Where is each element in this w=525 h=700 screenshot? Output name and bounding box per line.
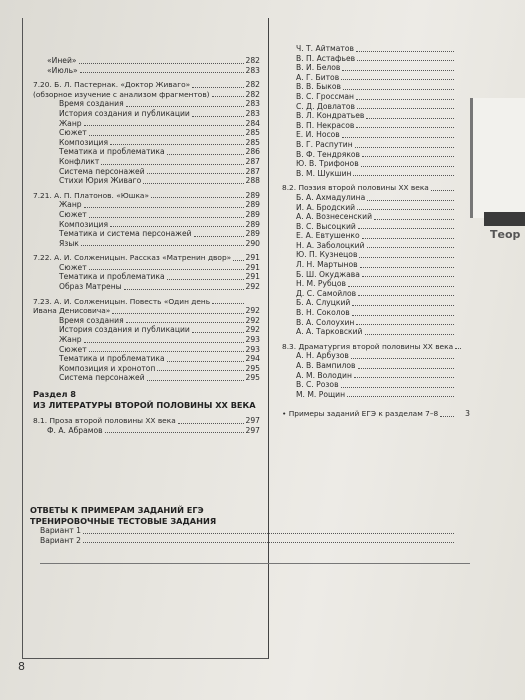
toc-entry <box>33 80 260 90</box>
dot-leader <box>440 416 454 417</box>
dot-leader <box>112 313 243 314</box>
toc-entry-title: В. М. Шукшин <box>296 168 352 178</box>
toc-entry-page: 292 <box>245 306 260 316</box>
dot-leader <box>110 226 243 227</box>
toc-entry-title: Время создания <box>59 315 124 325</box>
toc-entry <box>282 342 470 352</box>
dot-leader <box>126 322 244 323</box>
toc-entry <box>33 416 260 426</box>
toc-entry-page: 283 <box>245 108 260 118</box>
toc-entry <box>33 109 260 119</box>
toc-entry-page: 289 <box>245 190 260 200</box>
page-number: 8 <box>18 660 25 673</box>
toc-right-column <box>282 44 470 419</box>
dot-leader <box>192 87 243 88</box>
toc-entry <box>282 231 470 241</box>
toc-entry <box>282 54 470 64</box>
dot-leader <box>347 396 454 397</box>
dot-leader <box>147 173 244 174</box>
toc-entry <box>282 130 470 140</box>
dot-leader <box>84 342 244 343</box>
toc-entry-title: В. С. Розов <box>296 380 339 390</box>
dot-leader <box>356 51 454 52</box>
toc-entry-page: 292 <box>245 282 260 292</box>
toc-entry <box>282 150 470 160</box>
dot-leader <box>356 324 454 325</box>
toc-entry-title: Н. М. Рубцов <box>296 279 346 289</box>
toc-entry <box>33 426 260 436</box>
toc-entry-page: 289 <box>245 229 260 239</box>
toc-entry-title: Ю. П. Кузнецов <box>296 250 358 260</box>
toc-entry <box>282 203 470 213</box>
dot-leader <box>351 358 454 359</box>
toc-entry-title: А. А. Тарковский <box>296 327 363 337</box>
toc-entry-page: 285 <box>245 128 260 138</box>
toc-entry-title: Л. Н. Мартынов <box>296 260 358 270</box>
dot-leader <box>167 361 244 362</box>
toc-entry-title: И. А. Бродский <box>296 202 356 212</box>
toc-entry-page: 297 <box>245 425 260 435</box>
toc-entry-page: 293 <box>245 344 260 354</box>
toc-entry-title: «Июль» <box>47 65 78 75</box>
toc-entry-title: Тематика и система персонажей <box>59 229 192 239</box>
dot-leader <box>358 295 454 296</box>
dot-leader <box>157 370 243 371</box>
toc-entry-page: 283 <box>245 65 260 75</box>
toc-entry <box>282 44 470 54</box>
toc-entry-page: 289 <box>245 209 260 219</box>
toc-entry <box>33 138 260 148</box>
toc-entry-page: 282 <box>245 80 260 90</box>
toc-entry <box>33 282 260 292</box>
toc-entry-title: В. Г. Распутин <box>296 139 353 149</box>
toc-entry-title: Е. А. Евтушенко <box>296 231 360 241</box>
dot-leader <box>151 197 244 198</box>
toc-entry-title: Тематика и проблематика <box>59 147 165 157</box>
toc-entry-page: 287 <box>245 156 260 166</box>
toc-entry-title: М. М. Рощин <box>296 389 346 399</box>
toc-entry-page: 289 <box>245 219 260 229</box>
dot-leader <box>354 377 454 378</box>
toc-entry <box>33 128 260 138</box>
toc-entry-title: Система персонажей <box>59 373 145 383</box>
dot-leader <box>105 432 244 433</box>
toc-entry <box>282 279 470 289</box>
toc-entry <box>282 92 470 102</box>
dot-leader <box>367 247 454 248</box>
toc-entry-title: 8.3. Драматургия второй половины XX века <box>282 341 454 351</box>
ghost-print <box>470 250 525 610</box>
toc-entry-title: 7.22. А. И. Солженицын. Рассказ «Матренин двор» <box>33 253 232 263</box>
toc-entry <box>33 210 260 220</box>
toc-entry <box>33 200 260 210</box>
toc-entry-page: 297 <box>245 416 260 425</box>
toc-entry <box>33 239 260 249</box>
toc-entry <box>33 306 260 316</box>
toc-entry <box>33 99 260 109</box>
toc-entry <box>33 335 260 345</box>
dot-leader <box>143 183 243 184</box>
dot-leader <box>431 190 454 191</box>
toc-entry <box>282 371 470 381</box>
toc-entry <box>282 193 470 203</box>
toc-entry-page: 291 <box>245 272 260 282</box>
toc-entry <box>282 260 470 270</box>
dot-leader <box>348 286 454 287</box>
toc-entry-title: Вариант 2 <box>40 535 81 545</box>
toc-entry-title: Ю. В. Трифонов <box>296 159 359 169</box>
dot-leader <box>362 156 454 157</box>
dot-leader <box>89 269 244 270</box>
dot-leader <box>366 118 454 119</box>
dot-leader <box>101 164 243 165</box>
toc-entry-title: Композиция <box>59 137 109 147</box>
toc-entry <box>282 169 470 179</box>
toc-entry-title: Жанр <box>59 200 82 210</box>
dot-leader <box>83 533 454 534</box>
toc-entry-title: Е. И. Носов <box>296 130 340 140</box>
toc-entry-title: В. Ф. Тендряков <box>296 149 361 159</box>
toc-entry-title: В. С. Гроссман <box>296 91 354 101</box>
toc-entry-page: 282 <box>245 56 260 65</box>
toc-entry <box>282 409 470 419</box>
toc-entry-page: 292 <box>245 325 260 335</box>
toc-entry-title: А. М. Володин <box>296 370 352 380</box>
toc-entry <box>33 191 260 201</box>
toc-entry-title: (обзорное изучение с анализом фрагментов) <box>33 89 210 99</box>
dot-leader <box>357 209 454 210</box>
dot-leader <box>455 348 461 349</box>
dot-leader <box>110 144 243 145</box>
dot-leader <box>352 315 454 316</box>
toc-entry-page: 294 <box>245 354 260 364</box>
dot-leader <box>81 245 244 246</box>
toc-entry-title: Ивана Денисовича» <box>33 306 111 316</box>
dot-leader <box>365 334 455 335</box>
toc-entry <box>33 229 260 239</box>
dot-leader <box>352 305 454 306</box>
section-8-subtitle: ИЗ ЛИТЕРАТУРЫ ВТОРОЙ ПОЛОВИНЫ XX ВЕКА <box>33 399 256 410</box>
dot-leader <box>342 137 454 138</box>
dot-leader <box>167 279 244 280</box>
toc-entry <box>33 325 260 335</box>
toc-entry-title: В. А. Солоухин <box>296 317 355 327</box>
toc-entry-title: Н. А. Заболоцкий <box>296 240 365 250</box>
toc-entry <box>282 111 470 121</box>
dot-leader <box>89 135 244 136</box>
dot-leader <box>353 175 454 176</box>
toc-entry <box>282 183 470 193</box>
toc-entry-page: 295 <box>245 363 260 373</box>
toc-entry-page: 292 <box>245 315 260 325</box>
toc-entry-title: Сюжет <box>59 344 87 354</box>
toc-entry-page: 287 <box>245 166 260 176</box>
toc-entry <box>282 380 470 390</box>
toc-entry <box>282 241 470 251</box>
toc-entry-title: Жанр <box>59 335 82 345</box>
side-tab <box>470 98 525 218</box>
toc-entry-title: Система персонажей <box>59 166 145 176</box>
variants-list <box>30 526 470 545</box>
toc-entry-title: Тематика и проблематика <box>59 272 165 282</box>
dot-leader <box>178 423 244 424</box>
toc-entry <box>33 373 260 383</box>
toc-entry <box>282 270 470 280</box>
toc-entry-title: В. И. Белов <box>296 63 341 73</box>
toc-entry-title: Композиция и хронотоп <box>59 363 156 373</box>
toc-entry <box>33 147 260 157</box>
toc-entry-page: 291 <box>245 253 260 263</box>
toc-entry <box>282 308 470 318</box>
toc-entry-title: Ч. Т. Айтматов <box>296 44 354 53</box>
dot-leader <box>126 106 244 107</box>
toc-entry <box>40 526 470 536</box>
dot-leader <box>358 228 454 229</box>
dot-leader <box>192 332 244 333</box>
dot-leader <box>84 125 244 126</box>
toc-entry <box>282 82 470 92</box>
toc-entry <box>33 364 260 374</box>
toc-entry <box>33 297 260 307</box>
dot-leader <box>361 166 454 167</box>
dot-leader <box>233 260 243 261</box>
answers-heading: ОТВЕТЫ К ПРИМЕРАМ ЗАДАНИЙ ЕГЭ <box>30 505 204 515</box>
toc-entry <box>282 121 470 131</box>
dot-leader <box>147 380 244 381</box>
dot-leader <box>358 368 454 369</box>
toc-entry-title: В. Л. Кондратьев <box>296 111 365 121</box>
dot-leader <box>194 236 244 237</box>
toc-entry-title: А. Г. Битов <box>296 72 340 82</box>
toc-entry <box>33 90 260 100</box>
dot-leader <box>342 70 454 71</box>
answers-section <box>30 505 470 564</box>
toc-entry <box>33 119 260 129</box>
dot-leader <box>79 63 244 64</box>
toc-entry-title: 8.2. Поэзия второй половины XX века <box>282 183 429 193</box>
toc-entry <box>40 536 470 546</box>
toc-entry <box>282 140 470 150</box>
toc-entry-title: В. В. Быков <box>296 82 341 92</box>
toc-entry-title: История создания и публикации <box>59 325 190 335</box>
dot-leader <box>362 238 454 239</box>
toc-entry-page: 286 <box>245 147 260 157</box>
toc-entry <box>282 212 470 222</box>
toc-entry-title: Жанр <box>59 118 82 128</box>
toc-entry-title: Вариант 1 <box>40 526 81 535</box>
toc-entry-title: В. П. Астафьев <box>296 53 356 63</box>
toc-entry <box>282 63 470 73</box>
dot-leader <box>84 207 244 208</box>
toc-entry-page: 291 <box>245 262 260 272</box>
toc-entry-title: Б. А. Ахмадулина <box>296 192 366 202</box>
toc-entry <box>33 167 260 177</box>
toc-entry <box>282 222 470 232</box>
toc-entry-title: История создания и публикации <box>59 108 190 118</box>
dot-leader <box>83 542 454 543</box>
toc-entry <box>33 354 260 364</box>
dot-leader <box>359 257 454 258</box>
toc-entry-page: 285 <box>245 137 260 147</box>
dot-leader <box>212 96 244 97</box>
toc-entry <box>282 289 470 299</box>
dot-leader <box>357 108 454 109</box>
dot-leader <box>360 267 454 268</box>
divider <box>40 549 470 564</box>
dot-leader <box>89 217 244 218</box>
toc-entry-title: Конфликт <box>59 156 100 166</box>
toc-entry <box>282 318 470 328</box>
toc-entry-page: 282 <box>245 89 260 99</box>
toc-entry <box>33 263 260 273</box>
toc-entry-title: Образ Матрены <box>59 282 122 292</box>
toc-entry-page: 288 <box>245 176 260 186</box>
toc-entry-title: 7.23. А. И. Солженицын. Повесть «Один день <box>33 296 211 306</box>
toc-entry-title: Б. Ш. Окуджава <box>296 269 360 279</box>
toc-entry <box>33 66 260 76</box>
toc-entry-title: Время создания <box>59 99 124 109</box>
toc-entry-title: 7.21. А. П. Платонов. «Юшка» <box>33 190 149 200</box>
toc-entry-title: Сюжет <box>59 128 87 138</box>
dot-leader <box>341 387 454 388</box>
toc-entry <box>282 250 470 260</box>
toc-entry <box>282 73 470 83</box>
toc-entry-title: • Примеры заданий ЕГЭ к разделам 7–8 <box>282 409 439 419</box>
toc-entry <box>282 351 470 361</box>
toc-entry <box>33 345 260 355</box>
toc-entry-title: Д. С. Самойлов <box>296 288 357 298</box>
toc-entry-title: Язык <box>59 238 79 248</box>
dot-leader <box>374 219 454 220</box>
dot-leader <box>343 89 454 90</box>
dot-leader <box>356 127 454 128</box>
dot-leader <box>356 99 454 100</box>
side-tab-bar <box>484 212 525 226</box>
toc-entry-title: А. А. Вознесенский <box>296 212 373 222</box>
toc-entry <box>33 272 260 282</box>
dot-leader <box>167 154 244 155</box>
toc-entry <box>33 253 260 263</box>
section-8 <box>23 383 268 435</box>
toc-entry-page: 293 <box>245 335 260 345</box>
toc-entry <box>33 56 260 66</box>
toc-entry-title: 8.1. Проза второй половины XX века <box>33 416 176 425</box>
dot-leader <box>124 289 244 290</box>
dot-leader <box>192 116 244 117</box>
toc-entry <box>282 159 470 169</box>
toc-entry-title: А. Н. Арбузов <box>296 351 349 361</box>
dot-leader <box>357 60 454 61</box>
toc-entry <box>33 316 260 326</box>
toc-entry-title: А. В. Вампилов <box>296 361 356 370</box>
practice-heading: ТРЕНИРОВОЧНЫЕ ТЕСТОВЫЕ ЗАДАНИЯ <box>30 515 217 526</box>
toc-entry-page: 284 <box>245 118 260 128</box>
toc-entry <box>282 298 470 308</box>
toc-entry-title: Б. А. Слуцкий <box>296 298 351 308</box>
toc-entry-page: 295 <box>245 373 260 383</box>
dot-leader <box>355 147 454 148</box>
dot-leader <box>212 303 244 304</box>
toc-entry <box>33 220 260 230</box>
toc-entry <box>33 176 260 186</box>
toc-entry-page: 3 <box>465 409 470 419</box>
dot-leader <box>367 200 454 201</box>
toc-entry-title: «Иней» <box>47 56 77 65</box>
toc-entry-title: В. Н. Соколов <box>296 308 350 318</box>
section-8-list <box>33 416 260 435</box>
toc-entry-title: Сюжет <box>59 209 87 219</box>
toc-entry-page: 289 <box>245 200 260 210</box>
toc-entry-title: Тематика и проблематика <box>59 354 165 364</box>
toc-entry-title: В. С. Высоцкий <box>296 221 356 231</box>
toc-entry-title: Стихи Юрия Живаго <box>59 176 142 186</box>
toc-entry-title: С. Д. Довлатов <box>296 101 355 111</box>
toc-entry-page: 290 <box>245 238 260 248</box>
dot-leader <box>80 72 244 73</box>
toc-entry-page: 283 <box>245 99 260 109</box>
toc-entry <box>282 390 470 400</box>
dot-leader <box>362 276 454 277</box>
toc-entry <box>282 361 470 371</box>
toc-entry <box>282 327 470 337</box>
dot-leader <box>89 351 244 352</box>
dot-leader <box>341 79 454 80</box>
toc-entry-title: В. П. Некрасов <box>296 120 355 130</box>
section-8-title: Раздел 8 <box>33 389 76 399</box>
toc-entry-title: Композиция <box>59 219 109 229</box>
toc-entry <box>282 102 470 112</box>
toc-entry-title: Ф. А. Абрамов <box>47 425 103 435</box>
toc-entry <box>33 157 260 167</box>
side-tab-text: Теор <box>490 228 521 241</box>
toc-entry-title: 7.20. Б. Л. Пастернак. «Доктор Живаго» <box>33 80 191 90</box>
toc-left-list <box>23 18 268 383</box>
toc-entry-title: Сюжет <box>59 262 87 272</box>
